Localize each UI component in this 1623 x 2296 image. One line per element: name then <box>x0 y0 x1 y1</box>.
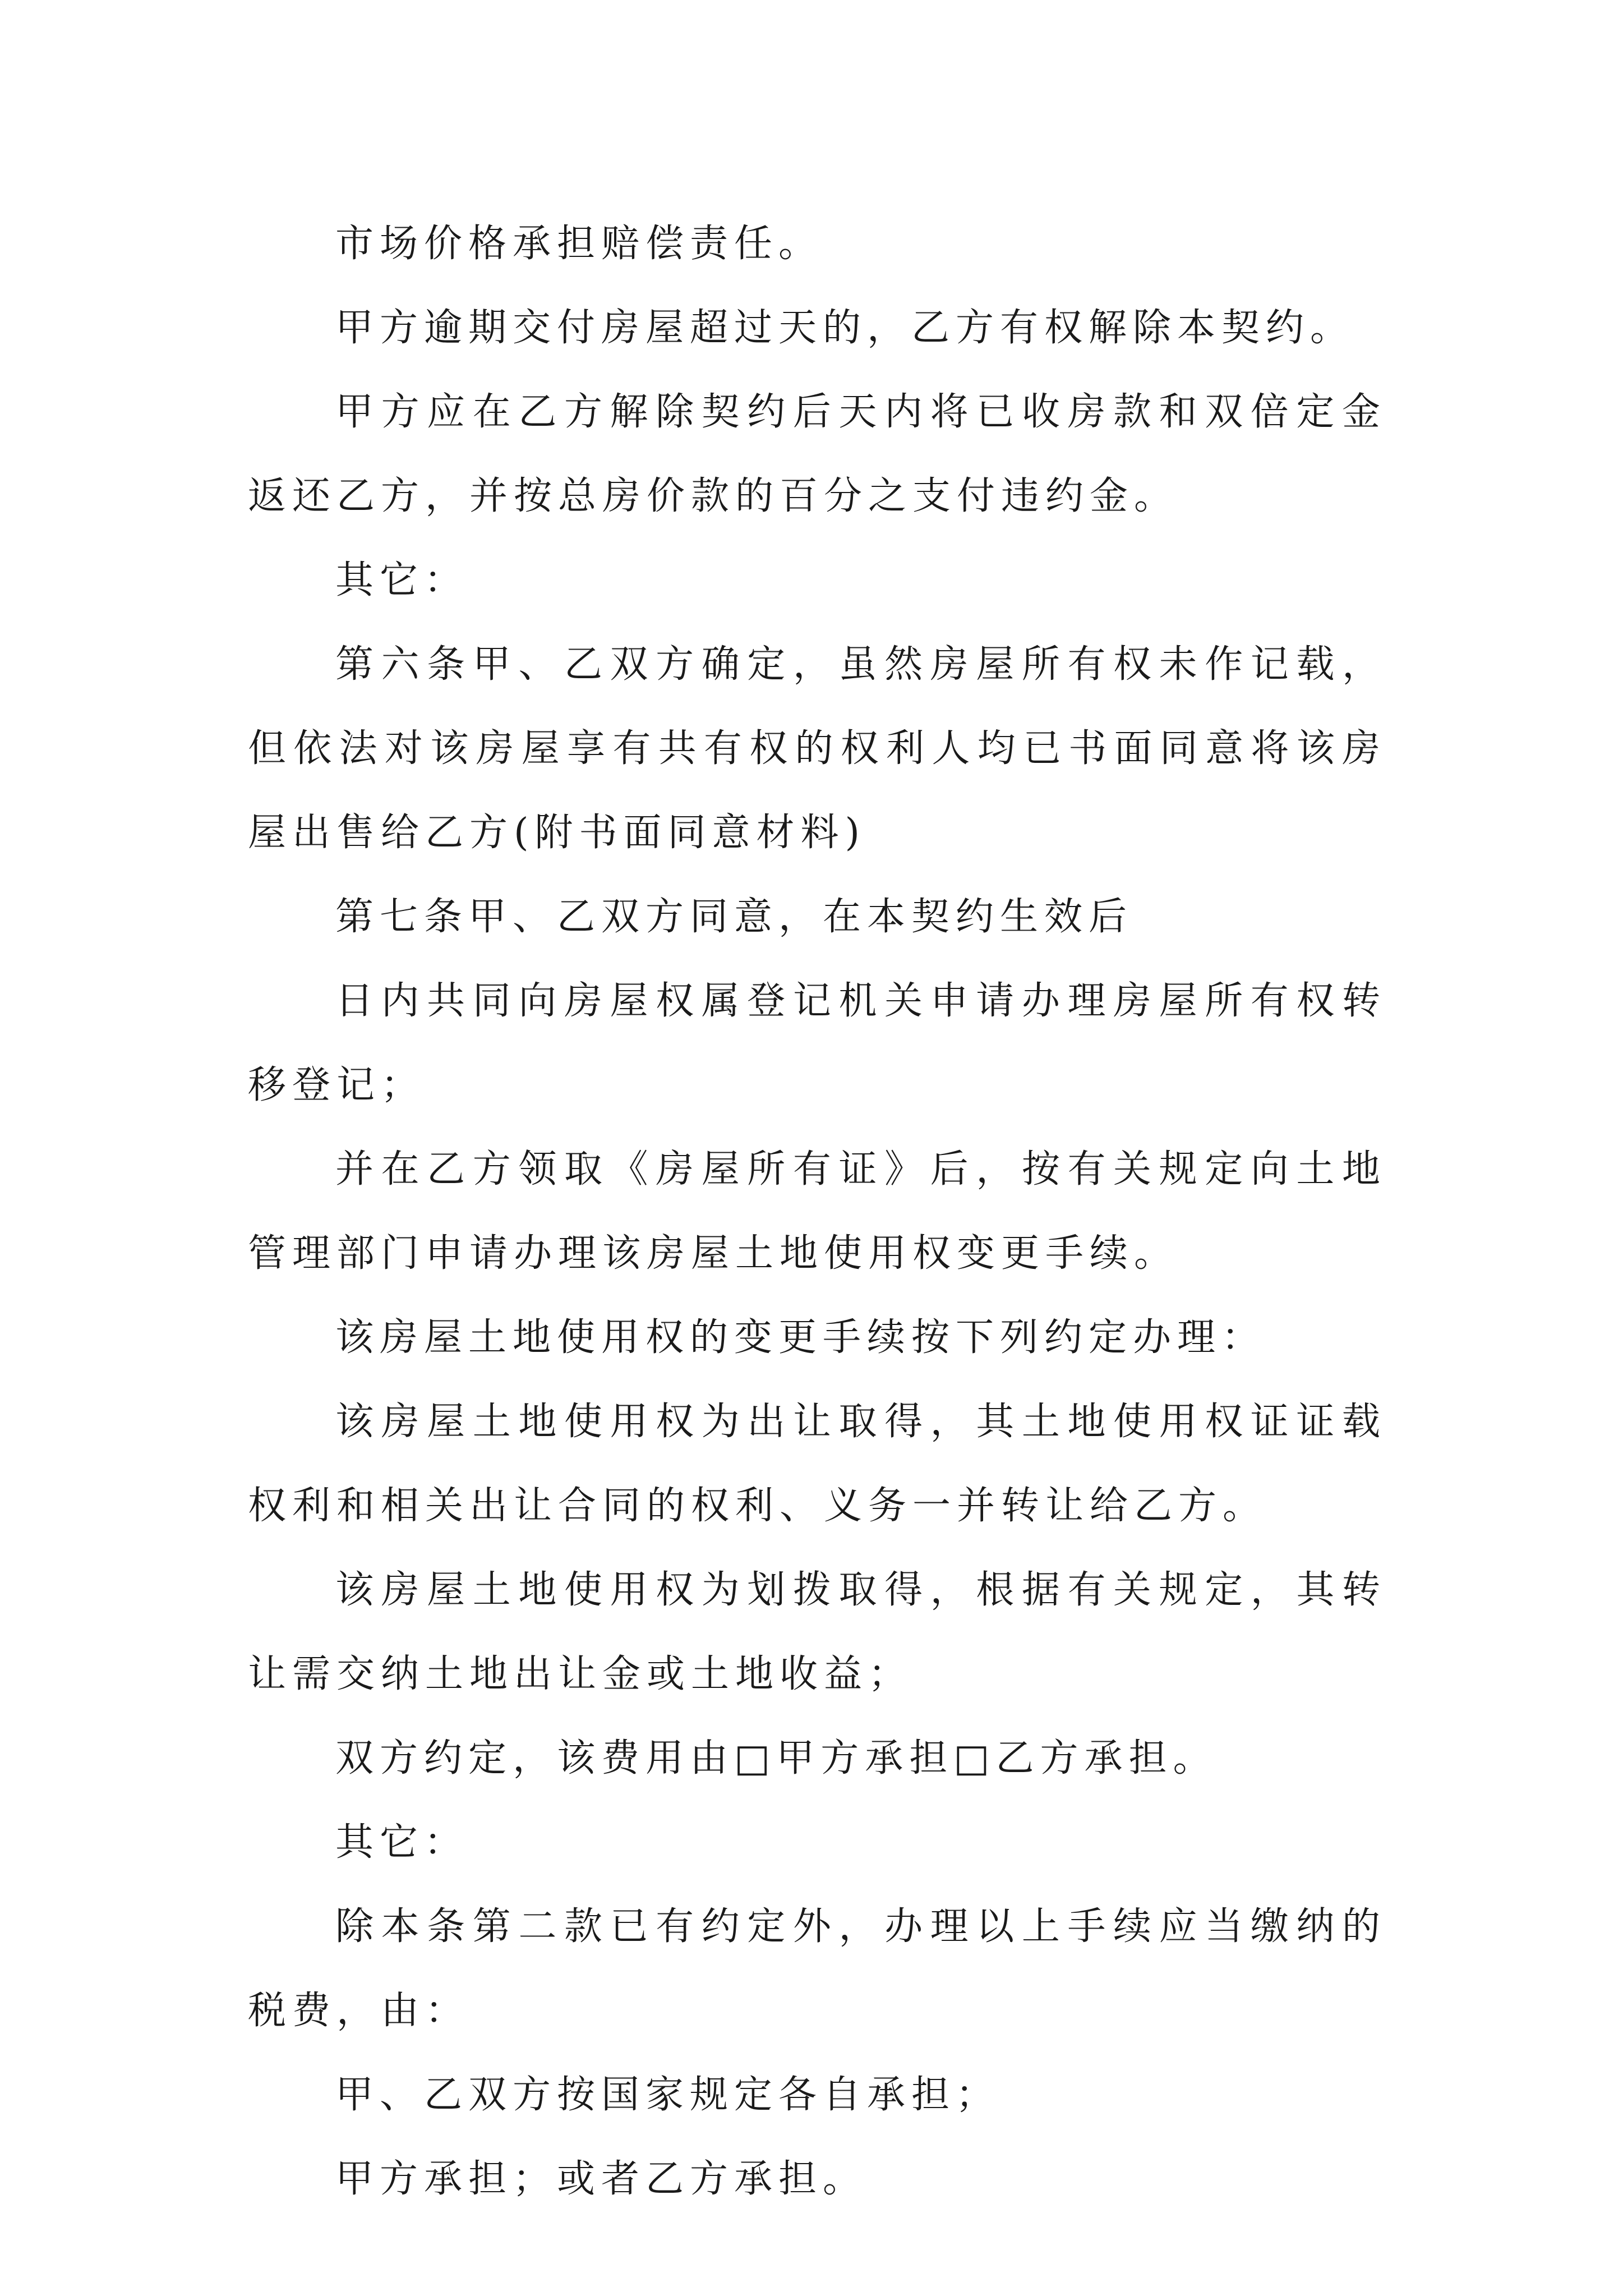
paragraph: 该房屋土地使用权为划拨取得，根据有关规定，其转让需交纳土地出让金或土地收益； <box>248 1568 1386 1696</box>
paragraph: 除本条第二款已有约定外，办理以上手续应当缴纳的税费，由： <box>248 1904 1386 2033</box>
paragraph: 双方约定，该费用由□甲方承担□乙方承担。 <box>335 1736 1218 1780</box>
paragraph: 甲方逾期交付房屋超过天的，乙方有权解除本契约。 <box>335 306 1355 350</box>
paragraph: 市场价格承担赔偿责任。 <box>335 222 823 266</box>
paragraph: 日内共同向房屋权属登记机关申请办理房屋所有权转移登记； <box>248 979 1386 1107</box>
paragraph: 第七条甲、乙双方同意，在本契约生效后 <box>335 895 1133 939</box>
paragraph: 该房屋土地使用权为出让取得，其土地使用权证证载权利和相关出让合同的权利、义务一并转让给乙方。 <box>248 1400 1386 1528</box>
paragraph: 该房屋土地使用权的变更手续按下列约定办理： <box>335 1315 1266 1360</box>
document-body <box>248 202 1386 2221</box>
paragraph: 甲方承担；或者乙方承担。 <box>335 2157 868 2201</box>
paragraph: 甲、乙双方按国家规定各自承担； <box>335 2073 1000 2117</box>
paragraph: 第六条甲、乙双方确定，虽然房屋所有权未作记载，但依法对该房屋享有共有权的权利人均已书面同意将该房屋出售给乙方(附书面同意材料) <box>248 642 1386 855</box>
paragraph: 并在乙方领取《房屋所有证》后，按有关规定向土地管理部门申请办理该房屋土地使用权变更手续。 <box>248 1147 1386 1276</box>
paragraph: 其它： <box>335 558 469 602</box>
paragraph: 其它： <box>335 1820 469 1865</box>
paragraph: 甲方应在乙方解除契约后天内将已收房款和双倍定金返还乙方，并按总房价款的百分之支付违约金。 <box>248 390 1386 518</box>
